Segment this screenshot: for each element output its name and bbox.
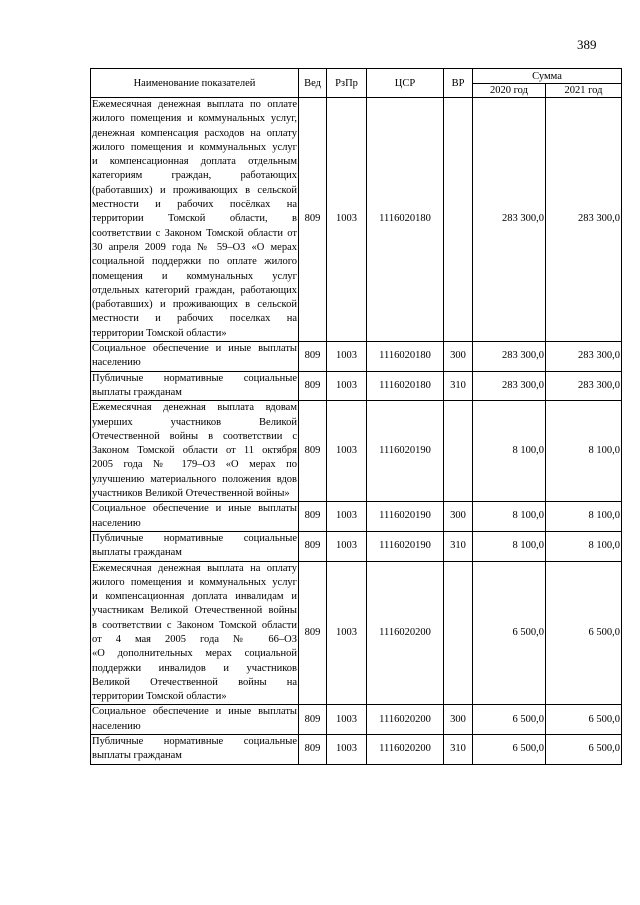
indicator-name-line: местности и рабочих поселках на bbox=[92, 313, 297, 325]
ved-cell: 809 bbox=[299, 531, 327, 561]
sum-2021-cell: 283 300,0 bbox=[546, 98, 622, 342]
vr-cell: 300 bbox=[444, 502, 473, 532]
indicator-name-line: населению bbox=[92, 357, 141, 369]
sum-2021-cell: 6 500,0 bbox=[546, 561, 622, 705]
header-year-2021: 2021 год bbox=[546, 84, 622, 98]
indicator-name-line: населению bbox=[92, 517, 141, 529]
sum-2021-cell: 8 100,0 bbox=[546, 531, 622, 561]
indicator-name-line: 30 апреля 2009 года № 59–ОЗ «О мерах bbox=[92, 241, 297, 253]
indicator-name-cell bbox=[91, 502, 299, 532]
rzpr-cell: 1003 bbox=[327, 502, 367, 532]
ved-cell: 809 bbox=[299, 371, 327, 401]
indicator-name-line: населению bbox=[92, 720, 141, 732]
rzpr-cell: 1003 bbox=[327, 531, 367, 561]
sum-2020-cell: 283 300,0 bbox=[473, 342, 546, 372]
indicator-name-cell bbox=[91, 561, 299, 705]
csr-cell: 1116020200 bbox=[367, 561, 444, 705]
rzpr-cell: 1003 bbox=[327, 371, 367, 401]
indicator-name-line: и компенсационная доплата инвалидам и bbox=[92, 591, 297, 603]
indicator-name-line: территории Томской области» bbox=[92, 327, 227, 339]
sum-2021-cell: 8 100,0 bbox=[546, 401, 622, 502]
indicator-name-cell bbox=[91, 371, 299, 401]
indicator-name-line: умерших участников Великой bbox=[92, 416, 297, 428]
indicator-name-line: Законом Томской области от 11 октября bbox=[92, 445, 297, 457]
header-ved: Вед bbox=[299, 69, 327, 98]
csr-cell: 1116020200 bbox=[367, 705, 444, 735]
indicator-name-line: Социальное обеспечение и иные выплаты bbox=[92, 706, 297, 718]
vr-cell: 310 bbox=[444, 371, 473, 401]
indicator-name-line: жилого помещения и коммунальных услуг bbox=[92, 141, 297, 153]
rzpr-cell: 1003 bbox=[327, 98, 367, 342]
table-row bbox=[91, 401, 622, 502]
csr-cell: 1116020180 bbox=[367, 98, 444, 342]
indicator-name-line: денежная компенсация расходов на оплату bbox=[92, 127, 297, 139]
indicator-name-line: соответствии с Законом Томской области от bbox=[92, 227, 297, 239]
indicator-name-cell bbox=[91, 342, 299, 372]
vr-cell bbox=[444, 98, 473, 342]
rzpr-cell: 1003 bbox=[327, 705, 367, 735]
indicator-name-cell bbox=[91, 531, 299, 561]
sum-2021-cell: 6 500,0 bbox=[546, 735, 622, 765]
vr-cell: 310 bbox=[444, 531, 473, 561]
indicator-name-line: участникам Великой Отечественной войны bbox=[92, 605, 297, 617]
header-vr: ВР bbox=[444, 69, 473, 98]
ved-cell: 809 bbox=[299, 98, 327, 342]
sum-2020-cell: 8 100,0 bbox=[473, 401, 546, 502]
vr-cell: 300 bbox=[444, 705, 473, 735]
header-rzpr: РзПр bbox=[327, 69, 367, 98]
vr-cell bbox=[444, 401, 473, 502]
sum-2020-cell: 8 100,0 bbox=[473, 531, 546, 561]
indicator-name-line: Ежемесячная денежная выплата по оплате bbox=[92, 99, 297, 110]
rzpr-cell: 1003 bbox=[327, 401, 367, 502]
ved-cell: 809 bbox=[299, 502, 327, 532]
indicator-name-line: (работавших) и проживающих в сельской bbox=[92, 184, 297, 196]
rzpr-cell: 1003 bbox=[327, 735, 367, 765]
csr-cell: 1116020180 bbox=[367, 371, 444, 401]
table-row bbox=[91, 98, 622, 342]
indicator-name-line: выплаты гражданам bbox=[92, 547, 182, 559]
budget-table bbox=[90, 68, 622, 765]
sum-2020-cell: 6 500,0 bbox=[473, 561, 546, 705]
indicator-name-line: «О дополнительных мерах социальной bbox=[92, 648, 297, 660]
indicator-name-line: участников Великой Отечественной войны» bbox=[92, 488, 290, 500]
ved-cell: 809 bbox=[299, 342, 327, 372]
sum-2021-cell: 8 100,0 bbox=[546, 502, 622, 532]
indicator-name-line: Социальное обеспечение и иные выплаты bbox=[92, 503, 297, 515]
sum-2020-cell: 283 300,0 bbox=[473, 371, 546, 401]
sum-2021-cell: 283 300,0 bbox=[546, 371, 622, 401]
table-header-row bbox=[91, 69, 622, 84]
csr-cell: 1116020200 bbox=[367, 735, 444, 765]
indicator-name-line: выплаты гражданам bbox=[92, 750, 182, 762]
indicator-name-cell bbox=[91, 735, 299, 765]
indicator-name-line: выплаты гражданам bbox=[92, 386, 182, 398]
indicator-name-line: Публичные нормативные социальные bbox=[92, 532, 297, 544]
csr-cell: 1116020190 bbox=[367, 531, 444, 561]
indicator-name-line: отдельных категорий граждан, работающих bbox=[92, 284, 297, 296]
indicator-name-line: Публичные нормативные социальные bbox=[92, 736, 297, 748]
indicator-name-line: и компенсационная доплата отдельным bbox=[92, 156, 297, 168]
table-row bbox=[91, 531, 622, 561]
vr-cell: 310 bbox=[444, 735, 473, 765]
ved-cell: 809 bbox=[299, 401, 327, 502]
indicator-name-line: от 4 мая 2005 года № 66–ОЗ bbox=[92, 633, 297, 645]
indicator-name-line: территории Томской области» bbox=[92, 691, 227, 703]
indicator-name-cell bbox=[91, 705, 299, 735]
indicator-name-line: категориям граждан, работающих bbox=[92, 170, 297, 182]
sum-2020-cell: 283 300,0 bbox=[473, 98, 546, 342]
indicator-name-line: Социальное обеспечение и иные выплаты bbox=[92, 343, 297, 355]
indicator-name-line: территории Томской области, в bbox=[92, 213, 297, 225]
csr-cell: 1116020190 bbox=[367, 502, 444, 532]
sum-2020-cell: 6 500,0 bbox=[473, 735, 546, 765]
indicator-name-line: жилого помещения и коммунальных услуг, bbox=[92, 113, 297, 125]
sum-2021-cell: 6 500,0 bbox=[546, 705, 622, 735]
indicator-name-line: местности и рабочих посёлках на bbox=[92, 199, 297, 211]
ved-cell: 809 bbox=[299, 561, 327, 705]
indicator-name-line: Великой Отечественной войны на bbox=[92, 676, 297, 688]
sum-2020-cell: 8 100,0 bbox=[473, 502, 546, 532]
ved-cell: 809 bbox=[299, 735, 327, 765]
indicator-name-line: помещения и коммунальных услуг bbox=[92, 270, 297, 282]
indicator-name-line: Отечественной войны в соответствии с bbox=[92, 430, 297, 442]
ved-cell: 809 bbox=[299, 705, 327, 735]
rzpr-cell: 1003 bbox=[327, 342, 367, 372]
table-row bbox=[91, 735, 622, 765]
indicator-name-cell bbox=[91, 98, 299, 342]
header-sum: Сумма bbox=[473, 69, 622, 84]
vr-cell: 300 bbox=[444, 342, 473, 372]
indicator-name-cell bbox=[91, 401, 299, 502]
indicator-name-line: Публичные нормативные социальные bbox=[92, 372, 297, 384]
vr-cell bbox=[444, 561, 473, 705]
header-year-2020: 2020 год bbox=[473, 84, 546, 98]
table-row bbox=[91, 705, 622, 735]
page-number: 389 bbox=[577, 37, 597, 52]
rzpr-cell: 1003 bbox=[327, 561, 367, 705]
indicator-name-line: социальной поддержки по оплате жилого bbox=[92, 256, 297, 268]
csr-cell: 1116020190 bbox=[367, 401, 444, 502]
header-indicator-name: Наименование показателей bbox=[91, 69, 299, 98]
table-row bbox=[91, 502, 622, 532]
table-row bbox=[91, 371, 622, 401]
indicator-name-line: Ежемесячная денежная выплата на оплату bbox=[92, 562, 297, 574]
indicator-name-line: поддержки инвалидов и участников bbox=[92, 662, 297, 674]
sum-2020-cell: 6 500,0 bbox=[473, 705, 546, 735]
sum-2021-cell: 283 300,0 bbox=[546, 342, 622, 372]
table-row bbox=[91, 561, 622, 705]
indicator-name-line: в соответствии с Законом Томской области bbox=[92, 619, 297, 631]
table-row bbox=[91, 342, 622, 372]
indicator-name-line: 2005 года № 179–ОЗ «О мерах по bbox=[92, 459, 297, 471]
csr-cell: 1116020180 bbox=[367, 342, 444, 372]
indicator-name-line: улучшению материального положения вдов bbox=[92, 473, 297, 485]
indicator-name-line: (работавших) и проживающих в сельской bbox=[92, 299, 297, 311]
indicator-name-line: Ежемесячная денежная выплата вдовам bbox=[92, 402, 297, 414]
indicator-name-line: жилого помещения и коммунальных услуг bbox=[92, 576, 297, 588]
header-csr: ЦСР bbox=[367, 69, 444, 98]
